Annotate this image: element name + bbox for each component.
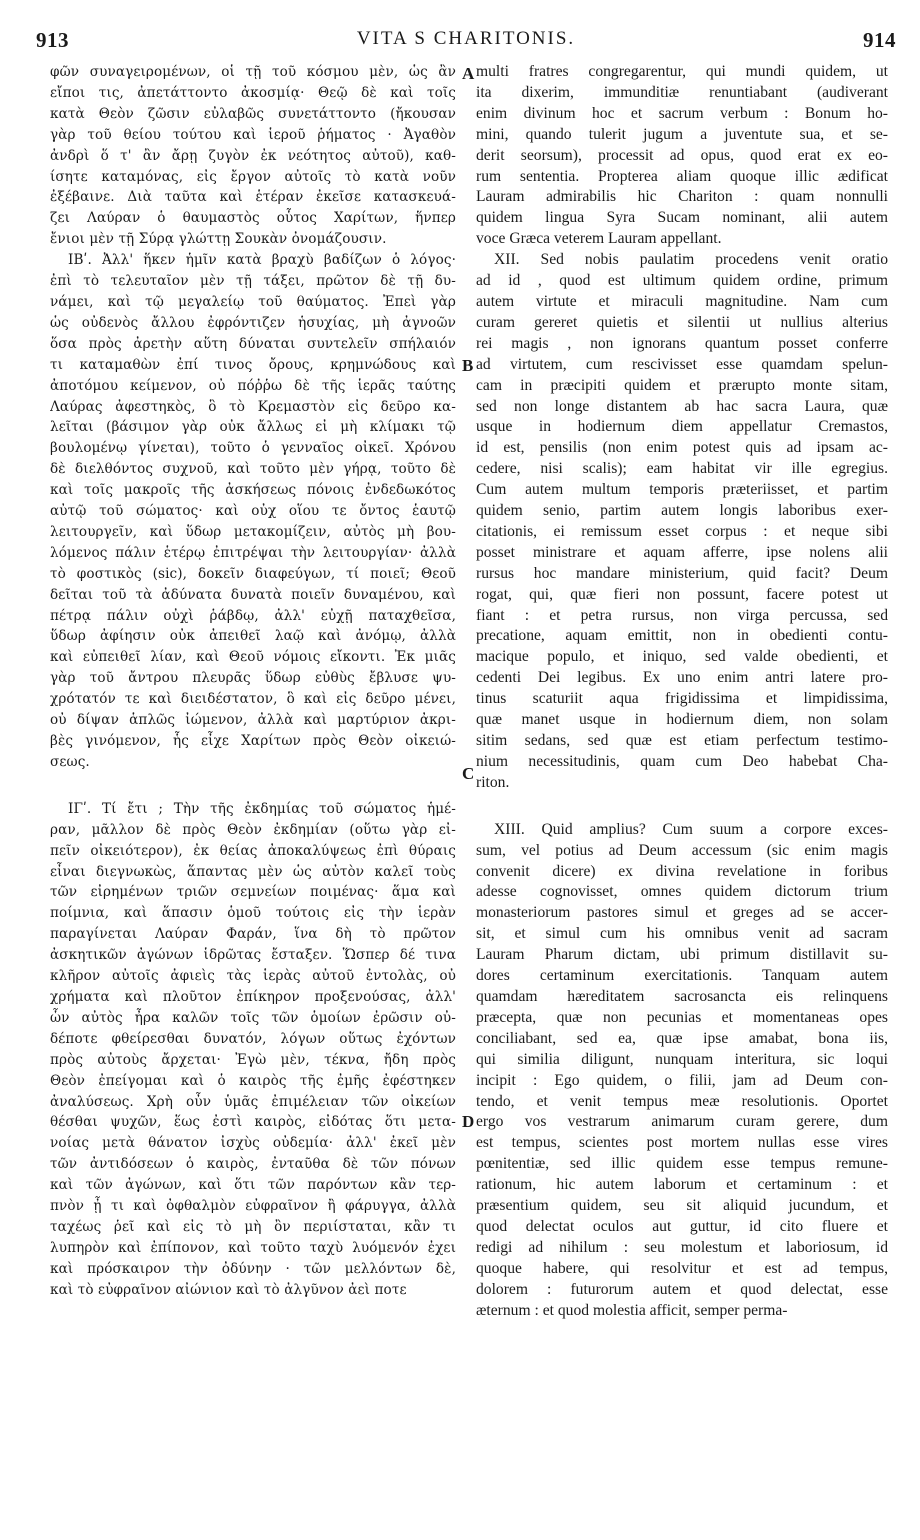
text-line: qui similia diligunt, nunquam interitura, sic loqui bbox=[476, 1050, 888, 1068]
text-line: quod delectat oculos aut guttur, id cito fluere et bbox=[476, 1217, 888, 1235]
latin-paragraph-13 bbox=[476, 820, 888, 1322]
text-line: dores certaminum exercitationis. Tanquam autem bbox=[476, 967, 888, 985]
text-line: τῶν εἰρημένων τριῶν σεμνείων ποιμένας· ἅμα καὶ bbox=[50, 884, 456, 901]
text-line: εἴποι τις, ἀπετάττοντο ἀκοσμίᾳ· Θεῷ δὲ καὶ τοῖς bbox=[50, 84, 456, 101]
greek-paragraph-13 bbox=[50, 799, 456, 1301]
text-line: γὰρ τοῦ ἄντρου πλευρᾶς ὕδωρ εὐθὺς ἔβλυσε ψυ- bbox=[50, 670, 456, 687]
margin-letter-c: C bbox=[462, 764, 475, 783]
text-line: XIII. Quid amplius? Cum suum a corpore exces- bbox=[494, 820, 888, 838]
text-line: αὐτῷ τοῦ σώματος· καὶ οὐχ οἵου τε ὄντος ἑαυτῷ bbox=[50, 503, 456, 520]
latin-paragraph-1 bbox=[476, 62, 888, 250]
running-title: VITA S CHARITONIS. bbox=[356, 28, 576, 49]
text-line: λεῖται (βάσιμον γὰρ οὐκ ἄλλως εἰ μὴ κλίμακι τῷ bbox=[50, 419, 456, 436]
latin-column bbox=[476, 62, 888, 1321]
text-line: ραν, μᾶλλον δὲ πρὸς Θεὸν ἐκδημίαν (οὕτω γὰρ εἰ- bbox=[50, 821, 456, 838]
text-line: γὰρ τοῦ θείου τούτου καὶ ἱεροῦ ῥήματος · Ἀγαθὸν bbox=[50, 126, 456, 143]
text-line: ἐξέβαινε. Διὰ ταῦτα καὶ ἑτέραν ἐκεῖσε κατασκευά- bbox=[50, 189, 456, 206]
text-line: cedenti Dei legibus. Ex uno enim antri latere pro- bbox=[476, 669, 888, 687]
text-line: autem virtute et miraculi magnitudine. Nam cum bbox=[476, 292, 888, 310]
text-line: ita dixerim, immunditiæ renuntiabant (audiverant bbox=[476, 83, 888, 101]
text-line: rum sententia. Propterea aliam quoque illic ædificat bbox=[476, 167, 888, 185]
text-line: sit, et simul cum his omnibus venit ad sacram bbox=[476, 925, 888, 943]
text-line: καὶ εὐπειθεῖ λίαν, καὶ Θεοῦ νόμοις εἴκοντι. Ἐκ μιᾶς bbox=[50, 649, 456, 666]
text-line: ΙΒʹ. Ἀλλ' ἥκεν ἡμῖν κατὰ βραχὺ βαδίζων ὁ λόγος· bbox=[68, 252, 456, 269]
text-line: ad id , quod est ultimum quidem ordine, primum bbox=[476, 272, 888, 290]
text-line: præcepta, quæ non pecunias et momentaneas opes bbox=[476, 1008, 888, 1026]
text-line: conciliabant, sed ea, quæ ipse amabat, bona iis, bbox=[476, 1029, 888, 1047]
text-line: incipit : Ego quidem, o filii, jam ad Deum con- bbox=[476, 1071, 888, 1089]
text-line: ἐπὶ τὸ τελευταῖον μὲν τῇ τάξει, πρῶτον δὲ τῇ δυ- bbox=[50, 273, 456, 290]
text-line: curam gereret quietis et silentii ut nullius alterius bbox=[476, 313, 888, 331]
text-line: ἀναλύσεως. Χρὴ οὖν ὑμᾶς ἐπιμέλειαν τῶν οἰκείων bbox=[50, 1093, 456, 1110]
text-line: rationum, hic autem laborum et certaminum : et bbox=[476, 1176, 888, 1194]
text-line: usque in hodiernum diem appellatur Cremastos, bbox=[476, 418, 888, 436]
page-number-right: 914 bbox=[863, 28, 896, 52]
text-line: rursus hoc mandare ministerium, quid facit? Deum bbox=[476, 564, 888, 582]
text-line: ταχέως ῥεῖ καὶ εἰς τὸ μὴ ὂν περιίσταται, κἂν τι bbox=[50, 1218, 456, 1235]
text-line: ἀσκητικῶν ἀγώνων ἱδρῶτας ἔσταξεν. Ὥσπερ δέ τινα bbox=[50, 947, 456, 964]
margin-letter-a: A bbox=[462, 64, 475, 83]
text-line: Cum autem multum temporis præteriisset, et partim bbox=[476, 481, 888, 499]
text-line: sum, vel potius ad Deum accessum (sic enim magis bbox=[476, 841, 888, 859]
text-line: δὲ διελθόντος συχνοῦ, καὶ τοῦτο μὲν γήρᾳ, τοῦτο δὲ bbox=[50, 461, 456, 478]
text-line: φῶν συναγειρομένων, οἱ τῇ τοῦ κόσμου μὲν, ὡς ἂν bbox=[50, 64, 456, 80]
text-line: fiant : et petra rursus, non virga percussa, sed bbox=[476, 606, 888, 624]
text-line: pœnitentiæ, sed illic quidem esse tempus remune- bbox=[476, 1155, 888, 1173]
text-line: ζει Λαύραν ὁ θαυμαστὸς οὗτος Χαρίτων, ἥνπερ bbox=[50, 210, 456, 227]
text-line: posset ministrare et aquam afferre, ipse nolens alii bbox=[476, 543, 888, 561]
text-line: πεῖν οἰκειότερον), ἐκ θείας ἀποκαλύψεως ἐπὶ θύραις bbox=[50, 842, 456, 859]
text-line: quæ manet usque in hodiernum diem, non solam bbox=[476, 711, 888, 729]
text-line: πέτρᾳ πάλιν οὐχὶ ῥάβδῳ, ἀλλ' εὐχῇ παταχθεῖσα, bbox=[50, 607, 456, 624]
text-line: ίσητε καταμόνας, εἰς ἔργον αὐτοῖς τὸ κατὰ νοῦν bbox=[50, 168, 456, 185]
text-line: ὅσα πρὸς ἀρετὴν αὕτη δύναται συντελεῖν σπήλαιόν bbox=[50, 335, 456, 352]
text-line: adesse cognovisset, omnes quidem dictorum trium bbox=[476, 883, 888, 901]
text-line: rogat, qui, quæ fieri non possunt, facere potest ut bbox=[476, 585, 888, 603]
text-line: quamdam hæreditatem sacrosancta eis relinquens bbox=[476, 987, 888, 1005]
text-line: tendo, et venit tempus meæ resolutionis. Oportet bbox=[476, 1092, 888, 1110]
text-line: derit seorsum), processit ad opus, quod erat ex eo- bbox=[476, 146, 888, 164]
text-line: τὸ φοστικὸς (sic), δοκεῖν διαφεύγων, τί ποιεῖ; Θεοῦ bbox=[50, 565, 456, 582]
text-line: XII. Sed nobis paulatim procedens venit oratio bbox=[494, 251, 888, 269]
text-line: πνὸν ᾖ τι καὶ ὀφθαλμὸν εὐφραῖνον ἢ φάρυγγα, ἀλλὰ bbox=[50, 1198, 456, 1215]
text-line: voce Græca veterem Lauram appellant. bbox=[476, 230, 722, 248]
text-line: precatione, aquam emittit, non in obedienti contu- bbox=[476, 627, 888, 645]
text-line: præsentium quidem, seu sit aliquid jucundum, et bbox=[476, 1197, 888, 1215]
text-line: κατὰ Θεὸν ζῶσιν εὐλαβῶς συνετάττοντο (ἤκουσαν bbox=[50, 105, 456, 122]
text-line: ergo vos vestrarum animarum curam gerere, dum bbox=[476, 1113, 888, 1131]
text-line: riton. bbox=[476, 773, 510, 791]
text-line: καὶ τὸ εὐφραῖνον αἰώνιον καὶ τὸ ἀλγῦνον ἀεὶ ποτε bbox=[50, 1281, 407, 1298]
text-line: quidem lingua Syra Sucam nominant, alii autem bbox=[476, 209, 888, 227]
greek-column bbox=[50, 62, 456, 1301]
text-line: ΙΓʹ. Τί ἔτι ; Τὴν τῆς ἐκδημίας τοῦ σώματος ἡμέ- bbox=[68, 800, 456, 817]
text-line: citationis, ei remissum esset corpus : et neque sibi bbox=[476, 522, 888, 540]
text-line: δέποτε φθείρεσθαι δυνατόν, λόγων οὕτως ἐχόντων bbox=[50, 1030, 456, 1047]
text-line: enim divinum hoc et sacrum verbum : Bonum ho- bbox=[476, 104, 888, 122]
text-line: ad virtutem, cum rescivisset esse quamdam spelun- bbox=[476, 355, 888, 373]
text-line: βουλομένῳ γίνεται), τοῦτο ὁ γενναῖος οἰκεῖ. Χρόνου bbox=[50, 440, 456, 457]
text-line: rei magis , non ignorans quantum posset conferre bbox=[476, 334, 888, 352]
text-line: monasteriorum pastores simul et greges ad se accer- bbox=[476, 904, 888, 922]
text-line: redigi ad nihilum : seu molestum et laboriosum, id bbox=[476, 1238, 888, 1256]
greek-paragraph-1 bbox=[50, 62, 456, 250]
running-head bbox=[36, 28, 896, 60]
greek-paragraph-12 bbox=[50, 250, 456, 773]
text-line: quidem senio, partim autem longis laboribus exer- bbox=[476, 502, 888, 520]
text-line: ἀνδρὶ ὅ τ' ἂν ἄρῃ ζυγὸν ἐκ νεότητος αὐτοῦ), καθ- bbox=[50, 147, 456, 164]
text-line: ὧν αὐτὸς ἦρα καλῶν τοῖς τῶν ὁμοίων ἐρῶσιν οὐ- bbox=[50, 1009, 456, 1026]
text-line: ἔνιοι μὲν τῇ Σύρᾳ γλώττῃ Σουκὰν ὀνομάζουσιν. bbox=[50, 231, 387, 248]
text-line: κλῆρον αὐτοῖς ἀφιεὶς τὰς ἱερὰς αὐτοῦ ἐντολὰς, οὐ bbox=[50, 968, 456, 985]
text-line: χρότατόν τε καὶ διειδέστατον, ὃ καὶ εἰς δεῦρο μένει, bbox=[50, 691, 456, 708]
text-line: cam in præcipiti quidem et prærupto monte sitam, bbox=[476, 376, 888, 394]
latin-paragraph-12 bbox=[476, 250, 888, 794]
page-number-left: 913 bbox=[36, 28, 69, 52]
text-line: sed non longe distantem ab hac sacra Laura, quæ bbox=[476, 397, 888, 415]
text-line: εἶναι διεγνωκὼς, ἅπαντας μὲν ὡς αὐτὸν καλεῖ τοὺς bbox=[50, 863, 456, 880]
text-line: æternum : et quod molestia afficit, semper perma- bbox=[476, 1301, 788, 1319]
text-line: νοίας μετὰ θάνατον ἰσχὺς οὐδεμία· ἀλλ' ἐκεῖ μὲν bbox=[50, 1135, 456, 1152]
text-line: χρήματα καὶ πλοῦτον ἐπίκηρον προξενούσας, ἀλλ' bbox=[50, 988, 456, 1005]
text-line: καὶ τοῖς μακροῖς τῆς ἀσκήσεως πόνοις ἐνδεδωκότος bbox=[50, 482, 456, 499]
text-line: ὡς οὐδενὸς ἄλλου ἐφρόντιζεν ἡσυχίας, μὴ ἀγνοῶν bbox=[50, 314, 456, 331]
text-line: multi fratres congregarentur, qui mundi quidem, ut bbox=[476, 63, 888, 80]
text-line: καὶ τῶν ἀγώνων, καὶ ὅτι τῶν παρόντων κἂν τερ- bbox=[50, 1177, 456, 1194]
text-line: macique populo, et iniquo, sed valde obedienti, et bbox=[476, 648, 888, 666]
text-line: βὲς γινόμενον, ἧς εἶχε Χαρίτων πρὸς Θεὸν οἰκειώ- bbox=[50, 733, 456, 749]
text-line: Lauram admirabilis hic Chariton : quam nonnulli bbox=[476, 188, 888, 206]
text-line: τῶν ἀντιδόσεων ὁ καιρὸς, ἐνταῦθα δὲ τῶν πόνων bbox=[50, 1156, 456, 1173]
text-line: τι καταμαθὼν ἐπί τινος ὄρους, κρημνώδους καὶ bbox=[50, 356, 456, 373]
text-line: δεῖται τοῦ τὰ ἀδύνατα δυνατὰ ποιεῖν δυναμένου, καὶ bbox=[50, 586, 456, 603]
text-line: ὕδωρ ἀφίησιν οὐκ ἀπειθεῖ λαῷ καὶ ἀνόμῳ, ἀλλὰ bbox=[50, 628, 456, 645]
text-line: mini, quando tulerit jugum a juventute sua, et se- bbox=[476, 125, 888, 143]
text-line: cedere, nisi scalis); eam habitat vir ille egregius. bbox=[476, 460, 888, 478]
text-line: λειτουργεῖν, καὶ ὕδωρ μετακομίζειν, αὐτὸς μὴ βου- bbox=[50, 523, 456, 540]
text-line: νάμει, καὶ τῷ μεγαλείῳ τοῦ θαύματος. Ἐπεὶ γὰρ bbox=[50, 293, 456, 310]
margin-letter-b: B bbox=[462, 356, 474, 375]
text-line: θέσθαι ψυχῶν, ἕως ἐστὶ καιρὸς, εἰδότας ὅτι μετα- bbox=[50, 1114, 456, 1131]
text-line: ἀποτόμου κείμενον, οὐ πόῤῥω δὲ τῆς ἱερᾶς ταύτης bbox=[50, 377, 456, 394]
text-line: dolorem : futurorum autem et quod delectat, esse bbox=[476, 1280, 888, 1298]
text-line: λόμενος πάλιν ἑτέρῳ ἐπιτρέψαι τὴν λειτουργίαν· ἀλλὰ bbox=[50, 544, 456, 561]
text-line: οὐ δίψαν ἁπλῶς ἰώμενον, ἀλλὰ καὶ μαρτύριον ἀκρι- bbox=[50, 712, 456, 729]
text-line: Λαύρας ἀφεστηκὸς, ὃ τὸ Κρεμαστὸν εἰς δεῦρο κα- bbox=[50, 398, 456, 415]
text-line: Θεὸν ἐπείγομαι καὶ ὁ καιρὸς τῆς ἐμῆς ἐφέστηκεν bbox=[50, 1072, 456, 1089]
text-line: tinus scaturiit aqua frigidissima et limpidissima, bbox=[476, 690, 888, 708]
text-line: λυπηρὸν καὶ ἐπίπονον, καὶ τοῦτο ταχὺ λυόμενόν ἐχει bbox=[50, 1239, 456, 1256]
text-line: id est, pensilis (non enim potest quis ad ipsam ac- bbox=[476, 439, 888, 457]
text-line: est tempus, scientes post mortem nullas esse vires bbox=[476, 1134, 888, 1152]
text-line: καὶ πρόσκαιρον τὴν ὀδύνην · τῶν μελλόντων δὲ, bbox=[50, 1260, 456, 1277]
text-line: παραγίνεται Λαύραν Φαράν, ἵνα δὴ τὸ πρῶτον bbox=[50, 926, 456, 943]
text-line: quoque habere, qui resolvitur et est ad tempus, bbox=[476, 1259, 888, 1277]
margin-letter-d: D bbox=[462, 1112, 475, 1131]
text-line: nium necessitudinis, quam cum Deo habebat Cha- bbox=[476, 752, 888, 770]
text-line: sitim sedans, sed quæ est etiam perfectum testimo- bbox=[476, 732, 888, 749]
text-line: σεως. bbox=[50, 753, 90, 770]
text-line: Lauram Pharum dictam, ubi primum distillavit su- bbox=[476, 946, 888, 964]
text-line: convenit dicere) ex divina revelatione in foribus bbox=[476, 862, 888, 880]
text-line: πρὸς αὐτοὺς ἄρχεται· Ἐγὼ μὲν, τέκνα, ἤδη πρὸς bbox=[50, 1051, 456, 1068]
text-line: ποίμνια, καὶ ἅπασιν ὁμοῦ τούτοις εἰς τὴν ἱερὰν bbox=[50, 905, 456, 922]
